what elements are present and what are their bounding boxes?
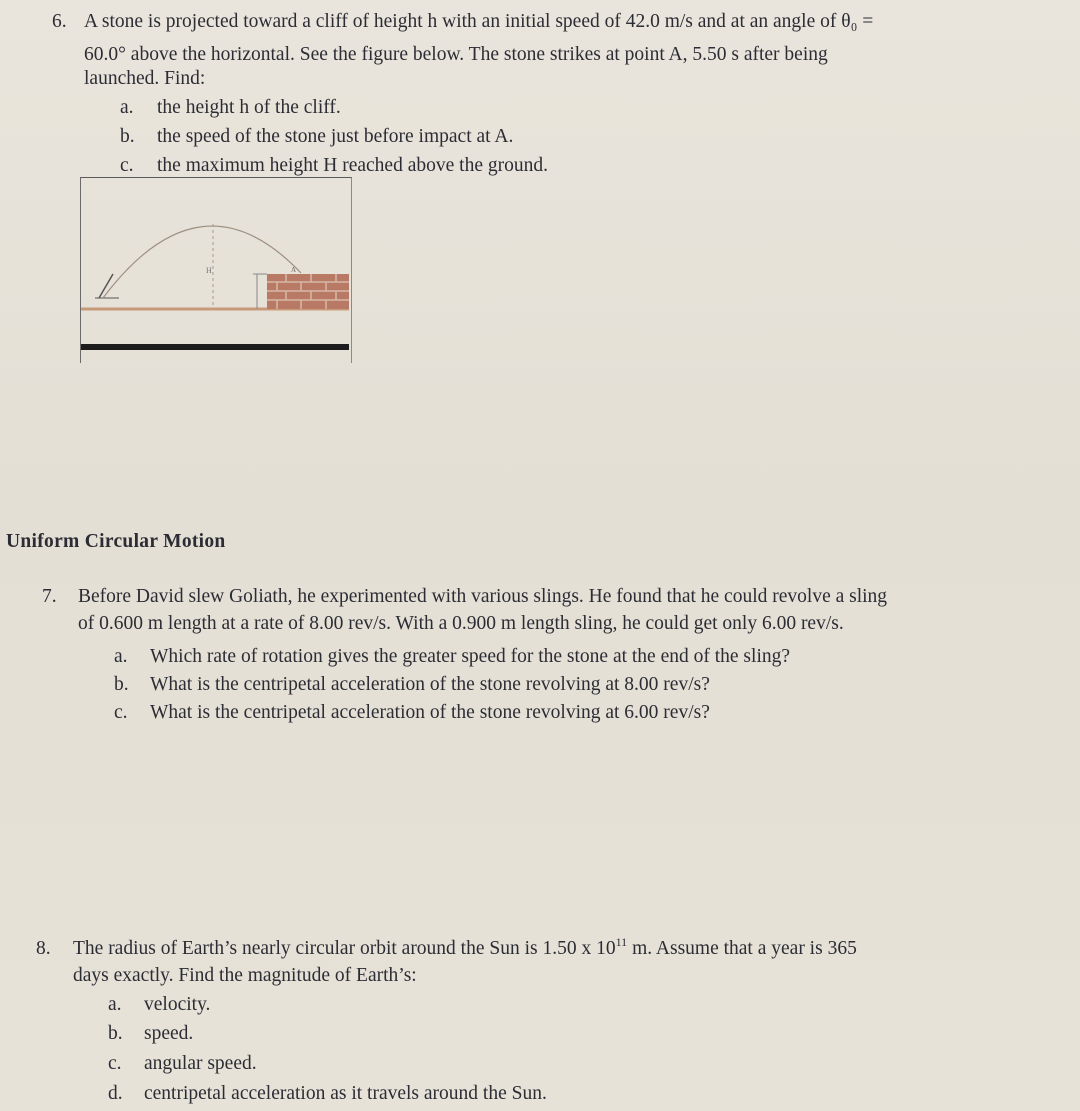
q7-a-text: Which rate of rotation gives the greater speed for the stone at the end of the sling? (150, 646, 791, 667)
q6-b-text: the speed of the stone just before impact at A. (157, 126, 514, 147)
q7-b-text: What is the centripetal acceleration of the stone revolving at 8.00 rev/s? (150, 674, 710, 695)
q6-a-text: the height h of the cliff. (157, 97, 341, 118)
q7-line-2: of 0.600 m length at a rate of 8.00 rev/s. With a 0.900 m length sling, he could get only 6.00 rev/s. (78, 613, 844, 634)
max-height-label: H (206, 266, 212, 275)
q6-number: 6. (52, 11, 67, 32)
q6-a-label: a. (120, 97, 134, 118)
q8-line-1 (73, 937, 857, 961)
cliff-bricks (267, 274, 349, 309)
q6-c-text: the maximum height H reached above the ground. (157, 155, 548, 176)
q6-line-3: launched. Find: (84, 68, 206, 89)
q8-line-1-rest: m. Assume that a year is 365 (627, 938, 857, 959)
q6-b-label: b. (120, 126, 135, 147)
q8-line-2: days exactly. Find the magnitude of Earth’s: (73, 965, 417, 986)
q8-d-text: centripetal acceleration as it travels around the Sun. (144, 1083, 547, 1104)
q8-a-label: a. (108, 994, 122, 1015)
projectile-figure (80, 177, 352, 363)
q8-d-label: d. (108, 1083, 123, 1104)
ground-base (81, 344, 349, 350)
projectile-diagram (81, 178, 351, 363)
q8-b-text: speed. (144, 1023, 194, 1044)
impact-point-label: A (291, 266, 297, 274)
q7-c-text: What is the centripetal acceleration of the stone revolving at 6.00 rev/s? (150, 702, 710, 723)
q8-a-text: velocity. (144, 994, 211, 1015)
q7-line-1: Before David slew Goliath, he experimented with various slings. He found that he could revolve a sling (78, 586, 888, 607)
q6-line-1: A stone is projected toward a cliff of height h with an initial speed of 42.0 m/s and at an angle of θ₀ = (84, 11, 874, 32)
q8-c-label: c. (108, 1053, 122, 1074)
q7-a-label: a. (114, 646, 128, 667)
q8-exponent: 11 (615, 935, 628, 949)
q8-c-text: angular speed. (144, 1053, 257, 1074)
q6-c-label: c. (120, 155, 134, 176)
q7-number: 7. (42, 586, 57, 607)
section-heading: Uniform Circular Motion (6, 531, 226, 552)
q8-b-label: b. (108, 1023, 123, 1044)
q8-line-1-main: The radius of Earth’s nearly circular orbit around the Sun is 1.50 x 10 (73, 938, 616, 959)
q7-b-label: b. (114, 674, 129, 695)
q7-c-label: c. (114, 702, 128, 723)
q8-number: 8. (36, 938, 51, 959)
q6-line-2: 60.0° above the horizontal. See the figure below. The stone strikes at point A, 5.50 s after being (84, 44, 828, 65)
